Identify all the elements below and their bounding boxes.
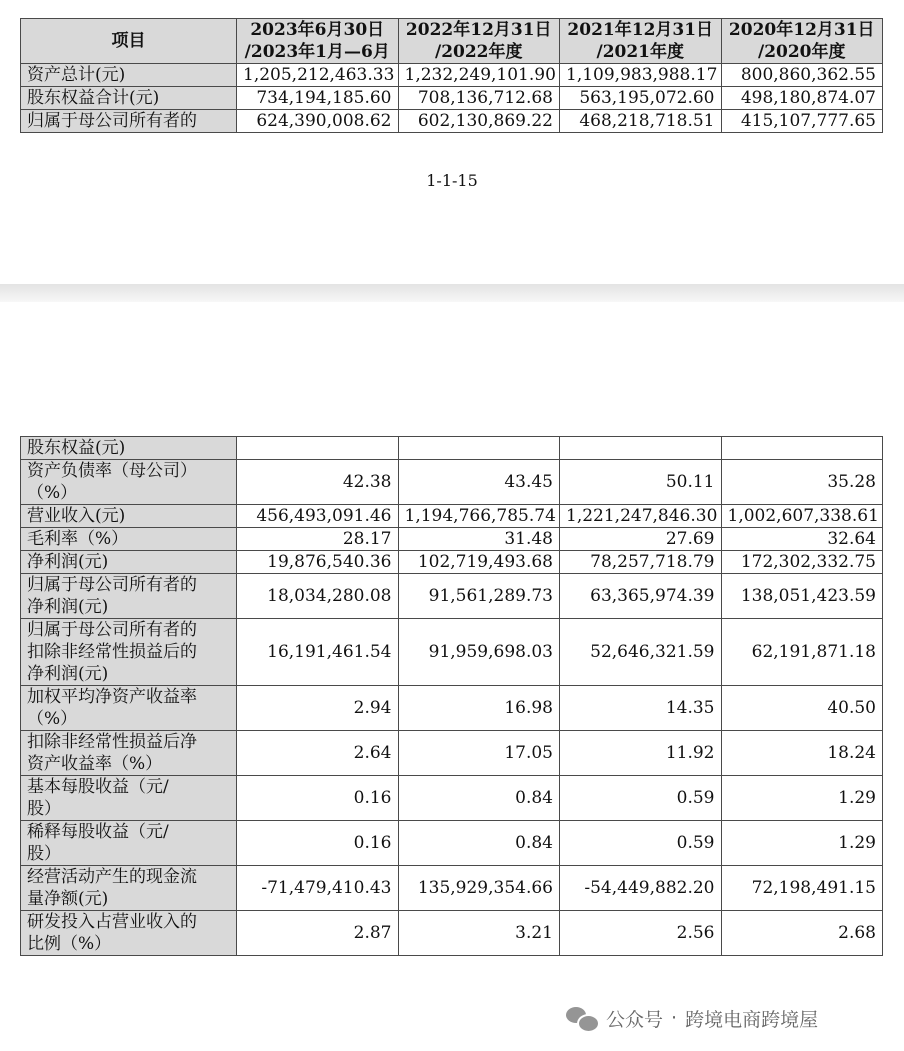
value-cell: 135,929,354.66 xyxy=(398,866,560,911)
row-label-line: 量净额(元) xyxy=(27,889,109,909)
value-cell: 16,191,461.54 xyxy=(237,619,399,686)
page-number: 1-1-15 xyxy=(426,171,478,190)
row-label-line: 净利润(元) xyxy=(27,664,109,684)
value-cell: -54,449,882.20 xyxy=(560,866,722,911)
value-cell: 415,107,777.65 xyxy=(721,110,883,133)
row-label-line: 净利润(元) xyxy=(27,552,109,572)
value-cell: 468,218,718.51 xyxy=(560,110,722,133)
row-label xyxy=(21,686,237,731)
value-cell: 624,390,008.62 xyxy=(237,110,399,133)
table-row xyxy=(21,64,883,87)
value-cell: 28.17 xyxy=(237,528,399,551)
financial-table-bottom xyxy=(20,436,883,956)
row-label-line: 归属于母公司所有者的 xyxy=(27,575,197,595)
column-header-2023h1: 2023年6月30日 /2023年1月—6月 xyxy=(237,19,399,64)
row-label xyxy=(21,574,237,619)
table-row xyxy=(21,505,883,528)
value-cell: 11.92 xyxy=(560,731,722,776)
value-cell: 2.68 xyxy=(721,911,883,956)
value-cell: 1.29 xyxy=(721,821,883,866)
value-cell: 31.48 xyxy=(398,528,560,551)
value-cell: 18,034,280.08 xyxy=(237,574,399,619)
table-row xyxy=(21,866,883,911)
column-header-2022: 2022年12月31日 /2022年度 xyxy=(398,19,560,64)
value-cell: 19,876,540.36 xyxy=(237,551,399,574)
table-row xyxy=(21,686,883,731)
value-cell: 72,198,491.15 xyxy=(721,866,883,911)
watermark-prefix: 公众号 xyxy=(606,1008,664,1031)
value-cell: 35.28 xyxy=(721,460,883,505)
row-label xyxy=(21,460,237,505)
row-label: 资产总计(元) xyxy=(21,64,237,87)
value-cell: 1,109,983,988.17 xyxy=(560,64,722,87)
watermark-name: 跨境电商跨境屋 xyxy=(685,1008,819,1031)
table-row xyxy=(21,821,883,866)
value-cell: 0.84 xyxy=(398,821,560,866)
value-cell: 3.21 xyxy=(398,911,560,956)
value-cell: 78,257,718.79 xyxy=(560,551,722,574)
value-cell: -71,479,410.43 xyxy=(237,866,399,911)
value-cell: 1,205,212,463.33 xyxy=(237,64,399,87)
value-cell: 0.59 xyxy=(560,776,722,821)
value-cell: 52,646,321.59 xyxy=(560,619,722,686)
column-header-2021: 2021年12月31日 /2021年度 xyxy=(560,19,722,64)
value-cell: 1,232,249,101.90 xyxy=(398,64,560,87)
row-label-line: 研发投入占营业收入的 xyxy=(27,912,197,932)
value-cell: 42.38 xyxy=(237,460,399,505)
value-cell: 602,130,869.22 xyxy=(398,110,560,133)
value-cell xyxy=(560,437,722,460)
row-label-line: 归属于母公司所有者的 xyxy=(27,620,197,640)
table-row xyxy=(21,437,883,460)
value-cell: 32.64 xyxy=(721,528,883,551)
table-row xyxy=(21,87,883,110)
value-cell: 172,302,332.75 xyxy=(721,551,883,574)
value-cell: 102,719,493.68 xyxy=(398,551,560,574)
value-cell: 1.29 xyxy=(721,776,883,821)
value-cell: 1,221,247,846.30 xyxy=(560,505,722,528)
table-row xyxy=(21,528,883,551)
row-label xyxy=(21,619,237,686)
row-label xyxy=(21,776,237,821)
value-cell: 563,195,072.60 xyxy=(560,87,722,110)
table-row xyxy=(21,776,883,821)
page-divider xyxy=(0,284,904,302)
financial-table-top xyxy=(20,18,883,133)
row-label xyxy=(21,866,237,911)
value-cell xyxy=(721,437,883,460)
row-label-line: 基本每股收益（元/ xyxy=(27,777,169,797)
table-row xyxy=(21,460,883,505)
row-label xyxy=(21,911,237,956)
value-cell: 456,493,091.46 xyxy=(237,505,399,528)
value-cell: 0.16 xyxy=(237,821,399,866)
watermark xyxy=(566,1003,818,1033)
value-cell: 1,194,766,785.74 xyxy=(398,505,560,528)
value-cell: 27.69 xyxy=(560,528,722,551)
watermark-separator: · xyxy=(671,1007,678,1029)
row-label-line: 营业收入(元) xyxy=(27,506,126,526)
row-label-line: 股东权益(元) xyxy=(27,438,126,458)
value-cell: 138,051,423.59 xyxy=(721,574,883,619)
value-cell: 0.16 xyxy=(237,776,399,821)
row-label xyxy=(21,731,237,776)
value-cell: 62,191,871.18 xyxy=(721,619,883,686)
value-cell: 14.35 xyxy=(560,686,722,731)
row-label-line: 扣除非经常性损益后的 xyxy=(27,642,197,662)
row-label-line: 比例（%） xyxy=(27,934,112,954)
table-header-row xyxy=(21,19,883,64)
value-cell: 16.98 xyxy=(398,686,560,731)
row-label-line: 净利润(元) xyxy=(27,597,109,617)
value-cell: 91,561,289.73 xyxy=(398,574,560,619)
row-label-line: 扣除非经常性损益后净 xyxy=(27,732,197,752)
value-cell: 498,180,874.07 xyxy=(721,87,883,110)
value-cell: 18.24 xyxy=(721,731,883,776)
value-cell: 2.87 xyxy=(237,911,399,956)
column-header-2020: 2020年12月31日 /2020年度 xyxy=(721,19,883,64)
row-label-line: 稀释每股收益（元/ xyxy=(27,822,169,842)
row-label-line: 股） xyxy=(27,799,61,819)
wechat-icon xyxy=(566,1005,598,1031)
value-cell: 91,959,698.03 xyxy=(398,619,560,686)
header-item-label: 项目 xyxy=(21,19,237,64)
value-cell: 0.84 xyxy=(398,776,560,821)
value-cell: 50.11 xyxy=(560,460,722,505)
row-label xyxy=(21,528,237,551)
value-cell: 800,860,362.55 xyxy=(721,64,883,87)
row-label-line: （%） xyxy=(27,709,78,729)
value-cell: 40.50 xyxy=(721,686,883,731)
table-row xyxy=(21,619,883,686)
value-cell: 0.59 xyxy=(560,821,722,866)
table-row xyxy=(21,911,883,956)
value-cell: 2.64 xyxy=(237,731,399,776)
value-cell: 708,136,712.68 xyxy=(398,87,560,110)
row-label xyxy=(21,505,237,528)
table-row xyxy=(21,574,883,619)
value-cell: 2.56 xyxy=(560,911,722,956)
row-label xyxy=(21,551,237,574)
table-row xyxy=(21,731,883,776)
row-label xyxy=(21,437,237,460)
row-label-line: 股） xyxy=(27,844,61,864)
row-label-line: （%） xyxy=(27,483,78,503)
value-cell xyxy=(398,437,560,460)
value-cell: 43.45 xyxy=(398,460,560,505)
row-label xyxy=(21,821,237,866)
value-cell: 2.94 xyxy=(237,686,399,731)
value-cell: 734,194,185.60 xyxy=(237,87,399,110)
row-label-line: 经营活动产生的现金流 xyxy=(27,867,197,887)
value-cell: 17.05 xyxy=(398,731,560,776)
table-row xyxy=(21,551,883,574)
row-label: 归属于母公司所有者的 xyxy=(21,110,237,133)
row-label-line: 资产负债率（母公司） xyxy=(27,461,197,481)
table-row xyxy=(21,110,883,133)
row-label-line: 资产收益率（%） xyxy=(27,754,163,774)
value-cell: 1,002,607,338.61 xyxy=(721,505,883,528)
row-label-line: 加权平均净资产收益率 xyxy=(27,687,197,707)
row-label: 股东权益合计(元) xyxy=(21,87,237,110)
value-cell: 63,365,974.39 xyxy=(560,574,722,619)
row-label-line: 毛利率（%） xyxy=(27,529,129,549)
value-cell xyxy=(237,437,399,460)
